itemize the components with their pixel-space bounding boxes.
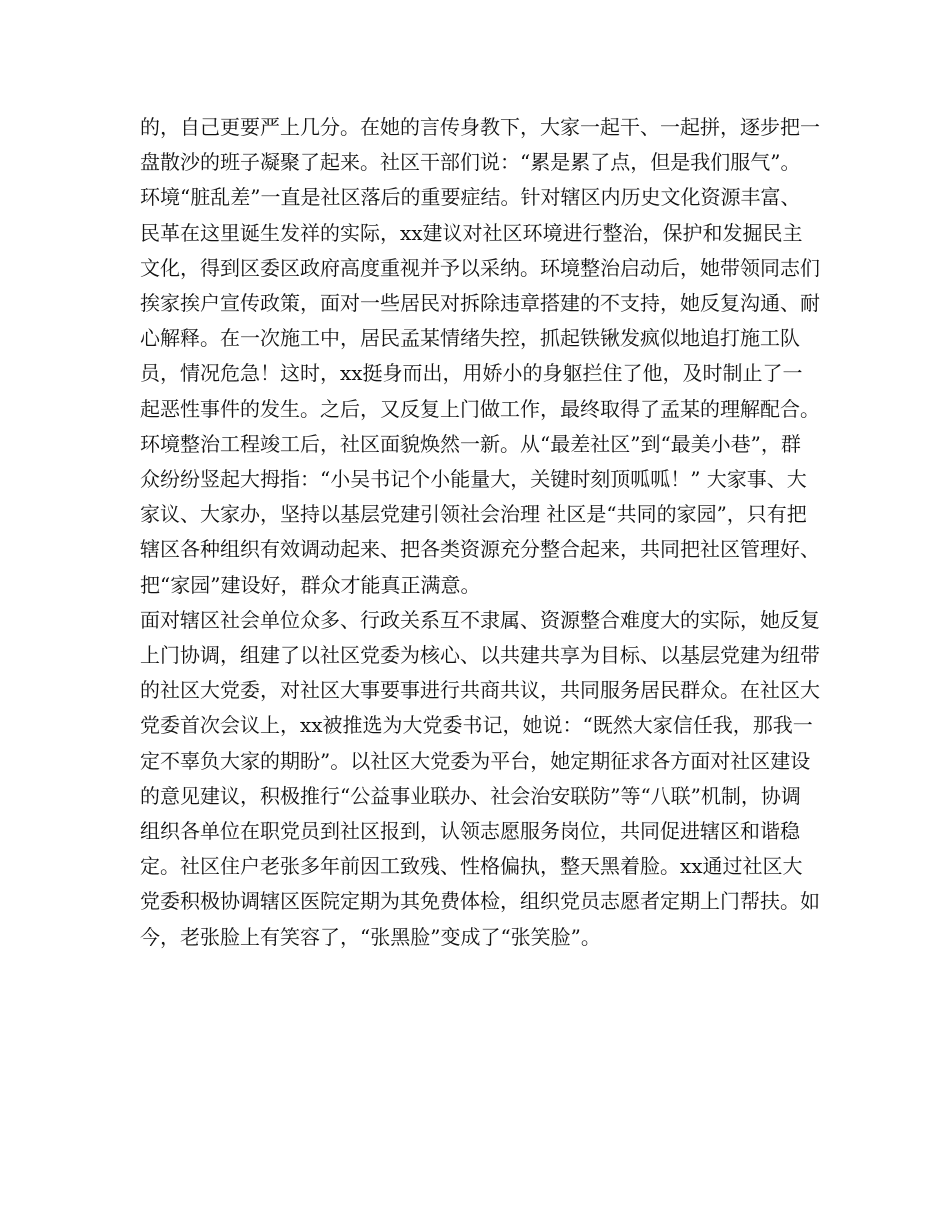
paragraph-3: 面对辖区社会单位众多、行政关系互不隶属、资源整合难度大的实际，她反复上门协调，组建了以社区党委为核心、以共建共享为目标、以基层党建为纽带的社区大党委，对社区大事要事进行共商共议，共同服务居民群众。在社区大党委首次会议上，xx被推选为大党委书记，她说：“既然大家信任我，那我一定不辜负大家的期盼”。以社区大党委为平台，她定期征求各方面对社区建设的意见建议，积极推行“公益事业联办、社会治安联防”等“八联”机制，协调组织各单位在职党员到社区报到，认领志愿服务岗位，共同促进辖区和谐稳定。社区住户老张多年前因工致残、性格偏执，整天黑着脸。xx通过社区大党委积极协调辖区医院定期为其免费体检，组织党员志愿者定期上门帮扶。如今，老张脸上有笑容了，“张黑脸”变成了“张笑脸”。 [140,607,820,949]
paragraph-1: 的，自己更要严上几分。在她的言传身教下，大家一起干、一起拼，逐步把一盘散沙的班子凝聚了起来。社区干部们说：“累是累了点，但是我们服气”。 [140,115,820,175]
paragraph-2: 环境“脏乱差”一直是社区落后的重要症结。针对辖区内历史文化资源丰富、民革在这里诞生发祥的实际，xx建议对社区环境进行整治，保护和发掘民主文化，得到区委区政府高度重视并予以采纳。环境整治启动后，她带领同志们挨家挨户宣传政策，面对一些居民对拆除违章搭建的不支持，她反复沟通、耐心解释。在一次施工中，居民孟某情绪失控，抓起铁锹发疯似地追打施工队员，情况危急！这时，xx挺身而出，用娇小的身躯拦住了他，及时制止了一起恶性事件的发生。之后，又反复上门做工作，最终取得了孟某的理解配合。环境整治工程竣工后，社区面貌焕然一新。从“最差社区”到“最美小巷”，群众纷纷竖起大拇指：“小吴书记个小能量大，关键时刻顶呱呱！” 大家事、大家议、大家办，坚持以基层党建引领社会治理 社区是“共同的家园”，只有把辖区各种组织有效调动起来、把各类资源充分整合起来，共同把社区管理好、把“家园”建设好，群众才能真正满意。 [140,185,820,597]
document-page [140,110,820,955]
